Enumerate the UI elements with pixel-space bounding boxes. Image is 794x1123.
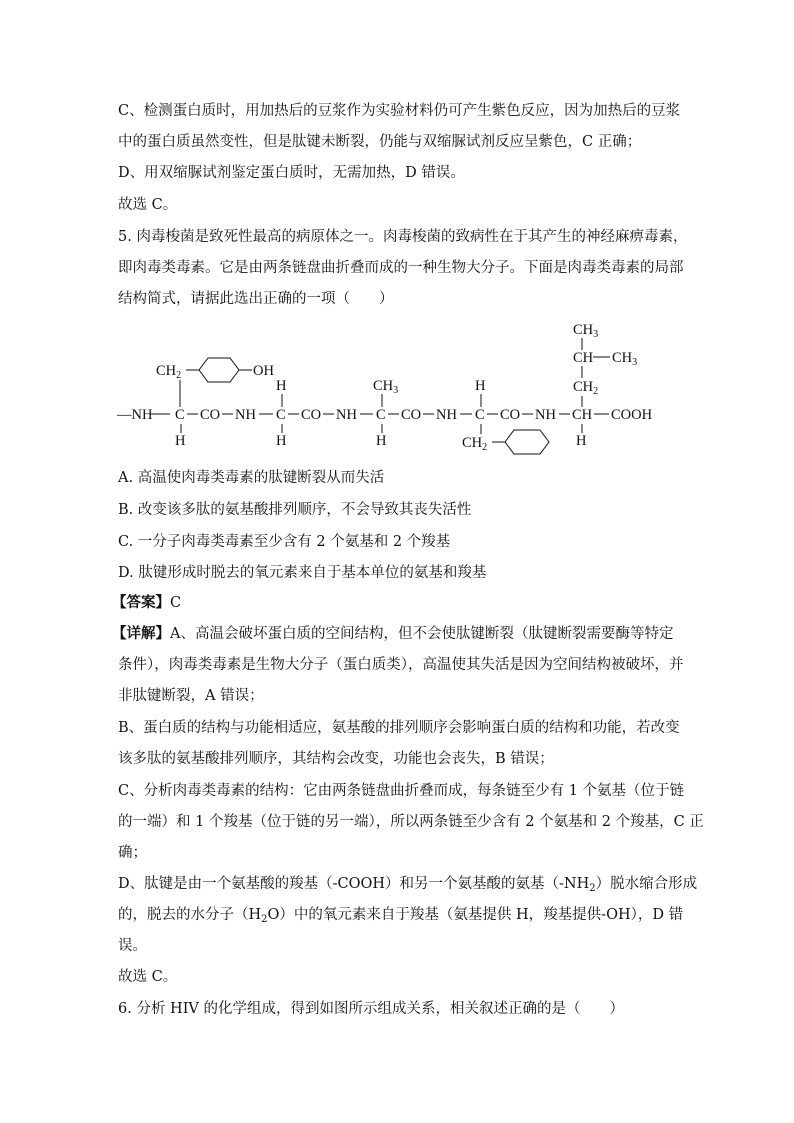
text-line: 中的蛋白质虽然变性，但是肽键未断裂，仍能与双缩脲试剂反应呈紫色，C 正确； <box>118 134 642 150</box>
explanation-line: 的一端）和 1 个羧基（位于链的另一端），所以两条链至少含有 2 个氨基和 2 个羧基，C 正 <box>118 814 704 830</box>
peptide-structure-diagram <box>112 318 672 458</box>
leucine-side-chain <box>573 322 637 407</box>
svg-text:CO: CO <box>500 407 521 423</box>
svg-text:H: H <box>276 433 287 449</box>
subscript: 2 <box>589 883 596 894</box>
text-line: 故选 C。 <box>118 197 178 213</box>
explanation-line: 条件），肉毒类毒素是生物大分子（蛋白质类），高温使其失活是因为空间结构被破坏，并 <box>118 657 684 673</box>
svg-text:CO: CO <box>200 407 221 423</box>
svg-text:CH2: $CH_2$ <box>462 435 488 453</box>
svg-text:NH: NH <box>235 407 256 423</box>
svg-text:NH: NH <box>336 407 357 423</box>
svg-text:CH: CH <box>573 350 594 366</box>
svg-text:CH: CH <box>572 407 593 423</box>
benzene-ring-icon <box>199 358 239 382</box>
question-6-stem: 6. 分析 HIV 的化学组成，得到如图所示组成关系，相关叙述正确的是（ ） <box>118 1001 625 1017</box>
option-c: C. 一分子肉毒类毒素至少含有 2 个氨基和 2 个羧基 <box>118 534 451 550</box>
svg-text:COOH: COOH <box>611 407 653 423</box>
svg-text:CH3: $CH_3$ <box>373 378 399 396</box>
option-d: D. 肽键形成时脱去的氧元素来自于基本单位的氨基和羧基 <box>118 565 487 581</box>
detail-label: 【详解】 <box>112 625 170 642</box>
svg-text:NH: NH <box>535 407 556 423</box>
explanation-text: 的，脱去的水分子（H <box>118 907 262 923</box>
svg-text:C: C <box>276 407 286 423</box>
tyrosine-side-chain <box>156 358 274 407</box>
benzene-ring-icon <box>505 430 549 454</box>
explanation-text: D、肽键是由一个氨基酸的羧基（-COOH）和另一个氨基酸的氨基（-NH <box>118 876 590 892</box>
text-line: C、检测蛋白质时，用加热后的豆浆作为实验材料仍可产生紫色反应，因为加热后的豆浆 <box>118 103 681 119</box>
svg-text:CH2: $CH_2$ <box>156 363 182 381</box>
option-a: A. 高温使肉毒类毒素的肽键断裂从而失活 <box>118 470 385 486</box>
svg-text:C: C <box>376 407 386 423</box>
explanation-line <box>118 905 683 925</box>
option-b: B. 改变该多肽的氨基酸排列顺序，不会导致其丧失活性 <box>118 502 472 518</box>
explanation-line: B、蛋白质的结构与功能相适应，氨基酸的排列顺序会影响蛋白质的结构和功能，若改变 <box>118 720 680 736</box>
question-5-stem: 结构简式，请据此选出正确的一项（ ） <box>118 291 394 307</box>
phenylalanine-side-chain <box>462 424 549 454</box>
svg-text:H: H <box>175 433 186 449</box>
svg-text:H: H <box>475 378 486 394</box>
explanation-text: ）脱水缩合形成 <box>595 876 698 892</box>
explanation-line: C、分析肉毒类毒素的结构：它由两条链盘曲折叠而成，每条链至少有 1 个氨基（位于链 <box>118 783 685 799</box>
svg-text:CO: CO <box>401 407 422 423</box>
question-5-stem: 5. 肉毒梭菌是致死性最高的病原体之一。肉毒梭菌的致病性在于其产生的神经麻痹毒素， <box>118 229 688 245</box>
explanation-line <box>112 624 673 644</box>
answer-value: C <box>170 595 182 611</box>
svg-text:H: H <box>576 433 587 449</box>
explanation-line: 该多肽的氨基酸排列顺序，其结构会改变，功能也会丧失，B 错误； <box>118 751 554 767</box>
explanation-text: A、高温会破坏蛋白质的空间结构，但不会使肽键断裂（肽键断裂需要酶等特定 <box>170 626 674 642</box>
explanation-line: 误。 <box>118 938 147 954</box>
explanation-line: 确； <box>118 845 147 861</box>
answer-label: 【答案】 <box>112 594 170 611</box>
explanation-line: 非肽键断裂，A 错误； <box>118 688 264 704</box>
svg-text:OH: OH <box>253 363 274 379</box>
svg-text:NH: NH <box>436 407 457 423</box>
svg-text:H: H <box>376 433 387 449</box>
svg-text:CH3: $CH_3$ <box>612 350 638 368</box>
text-line: 故选 C。 <box>118 969 178 985</box>
explanation-text: O）中的氧元素来自于羧基（氨基提供 H，羧基提供-OH），D 错 <box>267 907 684 923</box>
svg-text:—NH: —NH <box>117 407 153 423</box>
svg-text:CH3: $CH_3$ <box>573 322 599 340</box>
subscript: 2 <box>261 914 268 925</box>
svg-text:C: C <box>475 407 485 423</box>
text-line: D、用双缩脲试剂鉴定蛋白质时，无需加热，D 错误。 <box>118 165 465 181</box>
svg-text:CH2: $CH_2$ <box>573 379 599 397</box>
question-5-stem: 即肉毒类毒素。它是由两条链盘曲折叠而成的一种生物大分子。下面是肉毒类毒素的局部 <box>118 260 684 276</box>
svg-text:CO: CO <box>301 407 322 423</box>
answer <box>112 593 181 613</box>
svg-text:H: H <box>276 378 287 394</box>
peptide-backbone <box>116 407 653 423</box>
svg-text:C: C <box>175 407 185 423</box>
explanation-line <box>118 874 697 894</box>
